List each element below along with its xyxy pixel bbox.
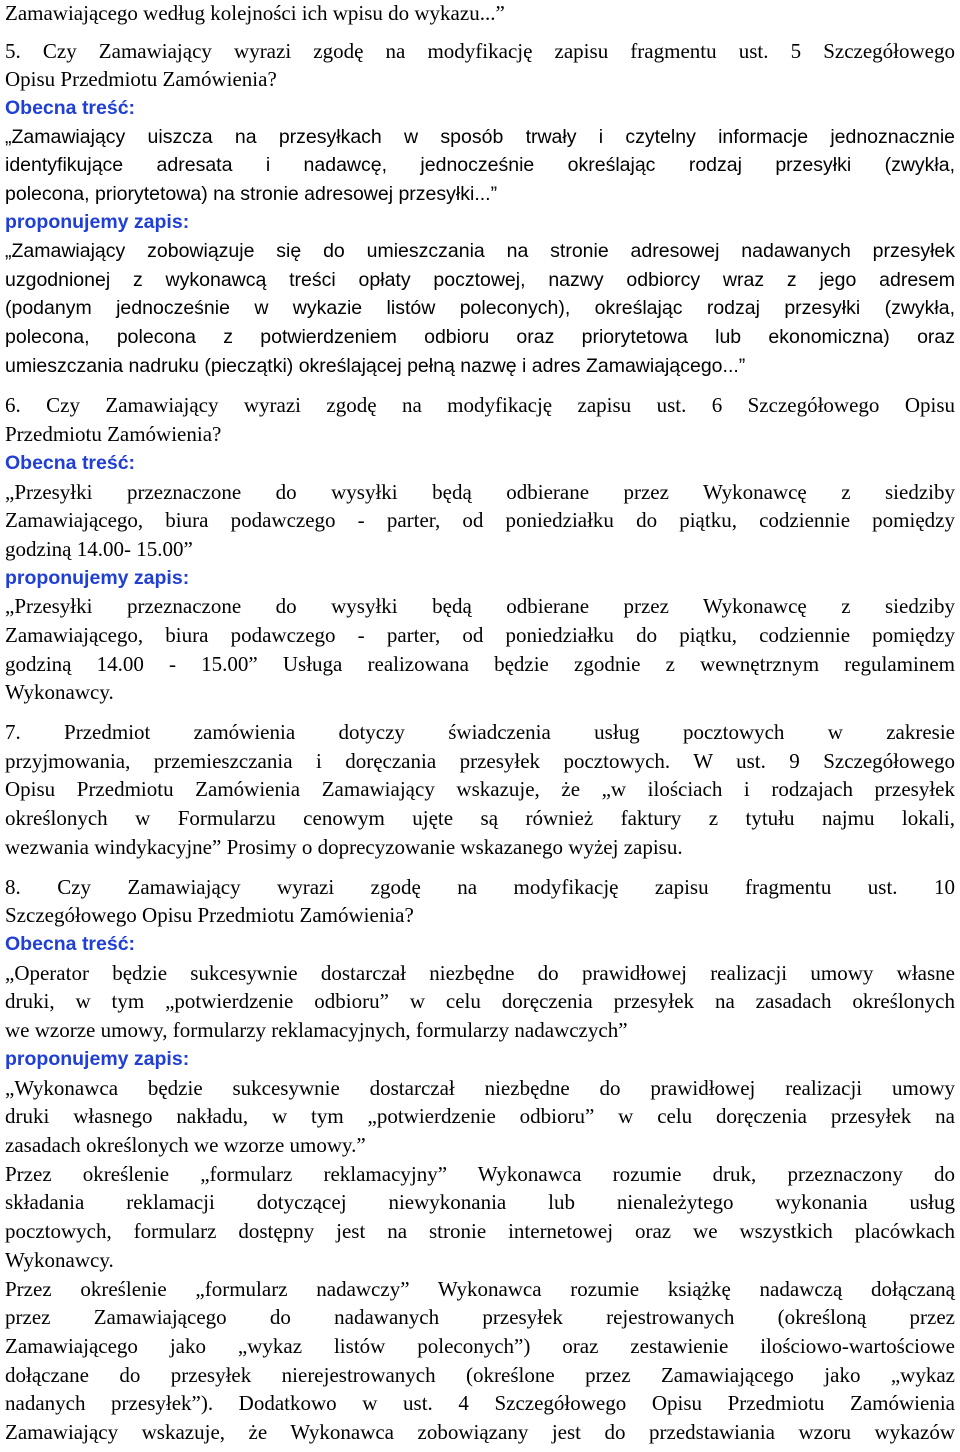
question-7-text: wezwania windykacyjne” Prosimy o doprecyzowanie wskazanego wyżej zapisu. (5, 835, 683, 859)
proposed-text-quote: druki własnego nakładu, w tym „potwierdzenie odbioru” w celu doręczenia przesyłek na (5, 1104, 955, 1128)
question-7-text: przyjmowania, przemieszczania i doręczania przesyłek pocztowych. W ust. 9 Szczegółowego (5, 749, 955, 773)
question-7-text: 7. Przedmiot zamówienia dotyczy świadczenia usług pocztowych w zakresie (5, 720, 955, 744)
current-text-quote: we wzorze umowy, formularzy reklamacyjnych, formularzy nadawczych” (5, 1018, 628, 1042)
question-6-text: Przedmiotu Zamówienia? (5, 422, 222, 446)
proposed-text-quote: godziną 14.00 - 15.00” Usługa realizowana będzie zgodnie z wewnętrznym regulaminem (5, 652, 955, 676)
question-8-text: Szczegółowego Opisu Przedmiotu Zamówienia? (5, 903, 414, 927)
proposed-text-label: proponujemy zapis: (5, 211, 190, 233)
proposed-text-quote: uzgodnionej z wykonawcą treści opłaty pocztowej, nazwy odbiorcy wraz z jego adresem (5, 269, 955, 291)
current-text-quote: „Operator będzie sukcesywnie dostarczał niezbędne do prawidłowej realizacji umowy własne (5, 961, 955, 985)
current-text-label: Obecna treść: (5, 933, 136, 955)
proposed-text-paragraph: pocztowych, formularz dostępny jest na stronie internetowej oraz we wszystkich placówkach (5, 1219, 955, 1243)
proposed-text-quote: „Przesyłki przeznaczone do wysyłki będą odbierane przez Wykonawcę z siedziby (5, 594, 955, 618)
proposed-text-quote: polecona, polecona z potwierdzeniem odbioru oraz priorytetowa lub ekonomiczna) oraz (5, 326, 955, 348)
proposed-text-paragraph: składania reklamacji dotyczącej niewykonania lub nienależytego wykonania usług (5, 1190, 955, 1214)
proposed-text-quote: Zamawiającego, biura podawczego - parter, od poniedziałku do piątku, codziennie pomiędzy (5, 623, 955, 647)
current-text-label: Obecna treść: (5, 97, 136, 119)
current-text-quote: „Przesyłki przeznaczone do wysyłki będą odbierane przez Wykonawcę z siedziby (5, 480, 955, 504)
proposed-text-paragraph: Przez określenie „formularz nadawczy” Wykonawca rozumie książkę nadawczą dołączaną (5, 1277, 955, 1301)
current-text-quote: „Zamawiający uiszcza na przesyłkach w sposób trwały i czytelny informacje jednoznacznie (5, 126, 955, 148)
current-text-quote: identyfikujące adresata i nadawcę, jednocześnie określając rodzaj przesyłki (zwykła, (5, 154, 955, 176)
question-5-text: 5. Czy Zamawiający wyrazi zgodę na modyfikację zapisu fragmentu ust. 5 Szczegółowego (5, 39, 955, 63)
question-8-text: 8. Czy Zamawiający wyrazi zgodę na modyfikację zapisu fragmentu ust. 10 (5, 875, 955, 899)
proposed-text-quote: umieszczania nadruku (pieczątki) określającej pełną nazwę i adres Zamawiającego...” (5, 355, 746, 377)
question-7-text: Opisu Przedmiotu Zamówienia Zamawiający wskazuje, że „w ilościach i rodzajach przesyłek (5, 777, 955, 801)
proposed-text-paragraph: Zamawiającego jako „wykaz listów poleconych”) oraz zestawienie ilościowo-wartościowe (5, 1334, 955, 1358)
proposed-text-quote: zasadach określonych we wzorze umowy.” (5, 1133, 366, 1157)
proposed-text-paragraph: przez Zamawiającego do nadawanych przesyłek rejestrowanych (określoną przez (5, 1305, 955, 1329)
proposed-text-paragraph: nadanych przesyłek”). Dodatkowo w ust. 4 Szczegółowego Opisu Przedmiotu Zamówienia (5, 1391, 955, 1415)
current-text-quote: Zamawiającego, biura podawczego - parter, od poniedziałku do piątku, codziennie pomiędzy (5, 508, 955, 532)
proposed-text-paragraph: Wykonawcy. (5, 1248, 114, 1272)
body-text-line: Zamawiającego według kolejności ich wpisu do wykazu...” (5, 1, 505, 25)
proposed-text-label: proponujemy zapis: (5, 567, 190, 589)
proposed-text-quote: „Zamawiający zobowiązuje się do umieszczania na stronie adresowej nadawanych przesyłek (5, 240, 955, 262)
current-text-quote: godziną 14.00- 15.00” (5, 537, 193, 561)
current-text-quote: polecona, priorytetowa) na stronie adresowej przesyłki...” (5, 183, 498, 205)
question-5-text: Opisu Przedmiotu Zamówienia? (5, 67, 277, 91)
proposed-text-paragraph: Przez określenie „formularz reklamacyjny” Wykonawca rozumie druk, przeznaczony do (5, 1162, 955, 1186)
current-text-label: Obecna treść: (5, 452, 136, 474)
proposed-text-paragraph: Zamawiający wskazuje, że Wykonawca zobowiązany jest do przedstawiania wzoru wykazów (5, 1420, 955, 1444)
proposed-text-quote: Wykonawcy. (5, 680, 114, 704)
proposed-text-quote: „Wykonawca będzie sukcesywnie dostarczał niezbędne do prawidłowej realizacji umowy (5, 1076, 955, 1100)
proposed-text-paragraph: dołączane do przesyłek nierejestrowanych (określone przez Zamawiającego jako „wykaz (5, 1363, 955, 1387)
current-text-quote: druki, w tym „potwierdzenie odbioru” w celu doręczenia przesyłek na zasadach określonych (5, 989, 955, 1013)
proposed-text-quote: (podanym jednocześnie w wykazie listów poleconych), określając rodzaj przesyłki (zwykła, (5, 297, 955, 319)
proposed-text-label: proponujemy zapis: (5, 1048, 190, 1070)
question-7-text: określonych w Formularzu cenowym ujęte są również faktury z tytułu najmu lokali, (5, 806, 955, 830)
question-6-text: 6. Czy Zamawiający wyrazi zgodę na modyfikację zapisu ust. 6 Szczegółowego Opisu (5, 393, 955, 417)
